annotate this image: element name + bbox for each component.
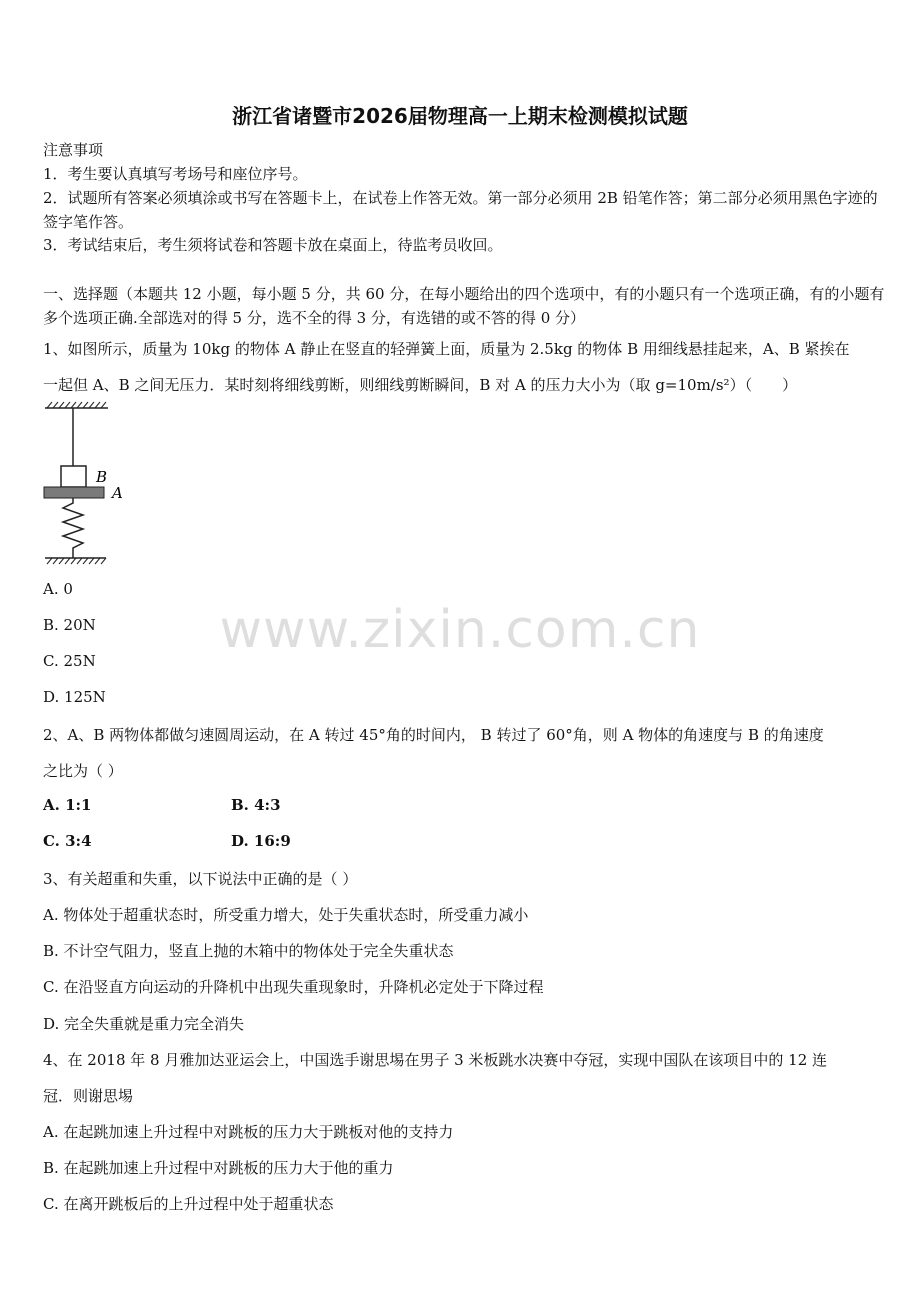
spring-block-diagram — [40, 400, 140, 570]
exam-title: 浙江省诸暨市2026届物理高一上期末检测模拟试题 — [232, 104, 688, 128]
question-2-option-d: D. 16:9 — [231, 832, 291, 850]
question-3-option-a: A. 物体处于超重状态时，所受重力增大，处于失重状态时，所受重力减小 — [43, 906, 529, 924]
question-3-option-b: B. 不计空气阻力，竖直上抛的木箱中的物体处于完全失重状态 — [43, 942, 454, 960]
question-2-option-c: C. 3:4 — [43, 832, 92, 850]
question-2-option-b: B. 4:3 — [231, 796, 281, 814]
question-3-stem: 3、有关超重和失重，以下说法中正确的是（ ） — [43, 870, 358, 888]
question-2-stem-line1: 2、A、B 两物体都做匀速圆周运动，在 A 转过 45°角的时间内， B 转过了 60°角，则 A 物体的角速度与 B 的角速度 — [43, 726, 824, 744]
section-heading: 一、选择题（本题共 12 小题，每小题 5 分，共 60 分，在每小题给出的四个选项中，有的小题只有一个选项正确，有的小题有多个选项正确.全部选对的得 5 分，选不全的得 3 分，有选错的或不答的得 0 分） — [43, 285, 885, 327]
notice-item-1: 1．考生要认真填写考场号和座位序号。 — [43, 165, 308, 183]
notice-item-2: 2．试题所有答案必须填涂或书写在答题卡上，在试卷上作答无效。第一部分必须用 2B 铅笔作答；第二部分必须用黑色字迹的签字笔作答。 — [43, 189, 878, 231]
question-3-option-d: D. 完全失重就是重力完全消失 — [43, 1015, 245, 1033]
question-1-option-a: A. 0 — [43, 580, 73, 598]
question-1-stem-line2: 一起但 A、B 之间无压力．某时刻将细线剪断，则细线剪断瞬间，B 对 A 的压力大小为（取 g=10m/s²）（ ） — [43, 376, 798, 394]
label-b: B — [96, 468, 108, 486]
question-4-option-b: B. 在起跳加速上升过程中对跳板的压力大于他的重力 — [43, 1159, 394, 1177]
notice-heading: 注意事项 — [43, 141, 104, 159]
question-4-option-c: C. 在离开跳板后的上升过程中处于超重状态 — [43, 1195, 334, 1213]
question-4-option-a: A. 在起跳加速上升过程中对跳板的压力大于跳板对他的支持力 — [43, 1123, 454, 1141]
label-a: A — [112, 484, 123, 502]
question-1-option-d: D. 125N — [43, 688, 106, 706]
question-4-stem-line1: 4、在 2018 年 8 月雅加达亚运会上，中国选手谢思埸在男子 3 米板跳水决赛中夺冠，实现中国队在该项目中的 12 连 — [43, 1051, 828, 1069]
notice-item-3: 3．考试结束后，考生须将试卷和答题卡放在桌面上，待监考员收回。 — [43, 236, 503, 254]
question-2-stem-line2: 之比为（ ） — [43, 762, 123, 780]
question-4-stem-line2: 冠．则谢思埸 — [43, 1087, 134, 1105]
question-1-option-b: B. 20N — [43, 616, 96, 634]
question-3-option-c: C. 在沿竖直方向运动的升降机中出现失重现象时，升降机必定处于下降过程 — [43, 978, 544, 996]
question-2-option-a: A. 1:1 — [43, 796, 92, 814]
question-1-option-c: C. 25N — [43, 652, 96, 670]
question-1-stem-line1: 1、如图所示，质量为 10kg 的物体 A 静止在竖直的轻弹簧上面，质量为 2.5kg 的物体 B 用细线悬挂起来，A、B 紧挨在 — [43, 340, 850, 358]
watermark: www.zixin.com.cn — [219, 600, 701, 660]
